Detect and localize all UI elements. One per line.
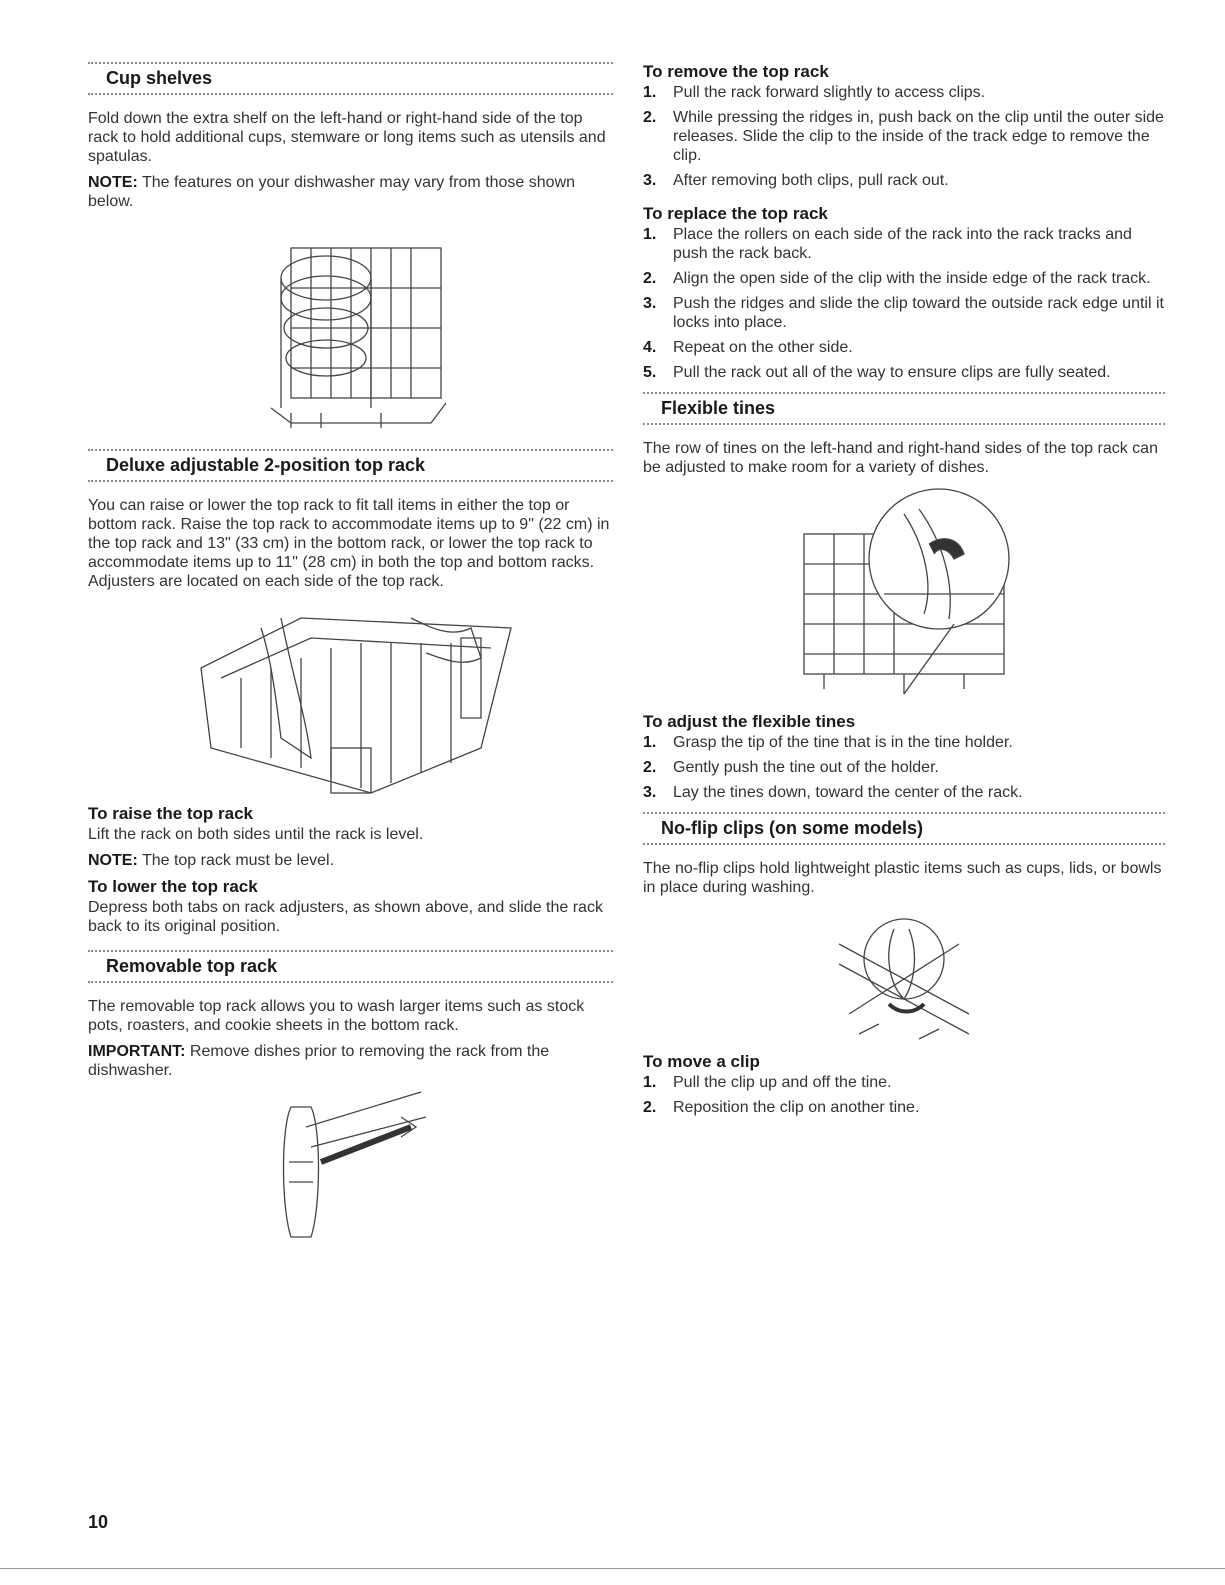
page-number: 10 [88,1512,109,1532]
dotted-rule [88,981,613,983]
dotted-rule [88,950,613,952]
section-title: No-flip clips (on some models) [661,818,924,838]
list-item: 3. After removing both clips, pull rack out. [643,172,949,189]
paragraph: You can raise or lower the top rack to fit tall items in either the top or bottom rack. Raise the top rack to accommodate items up to 9" (22 cm) in the top rack and 13" (33 cm) in the bottom rack, or lower the top rack to accommodate items up to 11" (28 cm) in both the top and bottom racks. Adjusters are located on each side of the top rack. [88,497,610,590]
list-item: 1. Grasp the tip of the tine that is in the tine holder. [643,734,1013,751]
remove-steps [643,83,1165,190]
section-title: Removable top rack [106,956,278,976]
dotted-rule [643,423,1165,425]
list-item: 3. Lay the tines down, toward the center of the rack. [643,784,1023,801]
dotted-rule [88,62,613,64]
dotted-rule [643,812,1165,814]
dotted-rule [643,392,1165,394]
list-item: 1. Place the rollers on each side of the rack into the rack tracks and push the rack back. [643,226,1132,262]
rack-clip-illustration [251,1087,451,1247]
dotted-rule [88,93,613,95]
section-header-cup-shelves [88,62,613,95]
list-item: 2. Gently push the tine out of the holder. [643,759,939,776]
flexible-tines-illustration [784,484,1024,704]
note: NOTE: The features on your dishwasher may vary from those shown below. [88,174,576,210]
list-item: 4. Repeat on the other side. [643,339,853,356]
dotted-rule [643,843,1165,845]
section-title: Flexible tines [661,398,776,418]
paragraph: Lift the rack on both sides until the rack is level. [88,826,424,843]
subheading-lower: To lower the top rack [88,877,258,896]
paragraph: The row of tines on the left-hand and right-hand sides of the top rack can be adjusted to make room for a variety of dishes. [643,440,1158,476]
section-header-flexible [643,392,1165,425]
section-header-deluxe [88,449,613,482]
paragraph: Fold down the extra shelf on the left-hand or right-hand side of the top rack to hold additional cups, stemware or long items such as utensils and spatulas. [88,110,606,165]
left-column [88,62,613,1247]
section-header-removable [88,950,613,983]
list-item: 2. While pressing the ridges in, push back on the clip until the outer side releases. Slide the clip to the inside of the track edge to remove the clip. [643,109,1164,164]
subheading-remove: To remove the top rack [643,62,829,81]
bottom-rule [0,1568,1225,1569]
list-item: 1. Pull the rack forward slightly to access clips. [643,84,986,101]
list-item: 3. Push the ridges and slide the clip toward the outside rack edge until it locks into place. [643,295,1164,331]
paragraph: The no-flip clips hold lightweight plastic items such as cups, lids, or bowls in place during washing. [643,860,1162,896]
section-title: Deluxe adjustable 2-position top rack [106,455,426,475]
list-item: 1. Pull the clip up and off the tine. [643,1074,892,1091]
section-header-noflip [643,812,1165,845]
adjust-steps [643,733,1165,802]
rack-adjuster-illustration [181,598,521,798]
important-note: IMPORTANT: Remove dishes prior to removing the rack from the dishwasher. [88,1043,550,1079]
list-item: 5. Pull the rack out all of the way to ensure clips are fully seated. [643,364,1111,381]
note: NOTE: The top rack must be level. [88,852,335,869]
list-item: 2. Reposition the clip on another tine. [643,1099,920,1116]
subheading-raise: To raise the top rack [88,804,254,823]
right-column [643,62,1165,1127]
replace-steps [643,225,1165,382]
no-flip-clip-illustration [829,904,979,1044]
cup-shelf-illustration [231,218,471,433]
subheading-move-clip: To move a clip [643,1052,760,1071]
paragraph: Depress both tabs on rack adjusters, as shown above, and slide the rack back to its original position. [88,899,603,935]
dotted-rule [88,449,613,451]
list-item: 2. Align the open side of the clip with the inside edge of the rack track. [643,270,1151,287]
subheading-replace: To replace the top rack [643,204,828,223]
section-title: Cup shelves [106,68,213,88]
paragraph: The removable top rack allows you to wash larger items such as stock pots, roasters, and cookie sheets in the bottom rack. [88,998,585,1034]
dotted-rule [88,480,613,482]
move-clip-steps [643,1073,1165,1117]
subheading-adjust: To adjust the flexible tines [643,712,856,731]
